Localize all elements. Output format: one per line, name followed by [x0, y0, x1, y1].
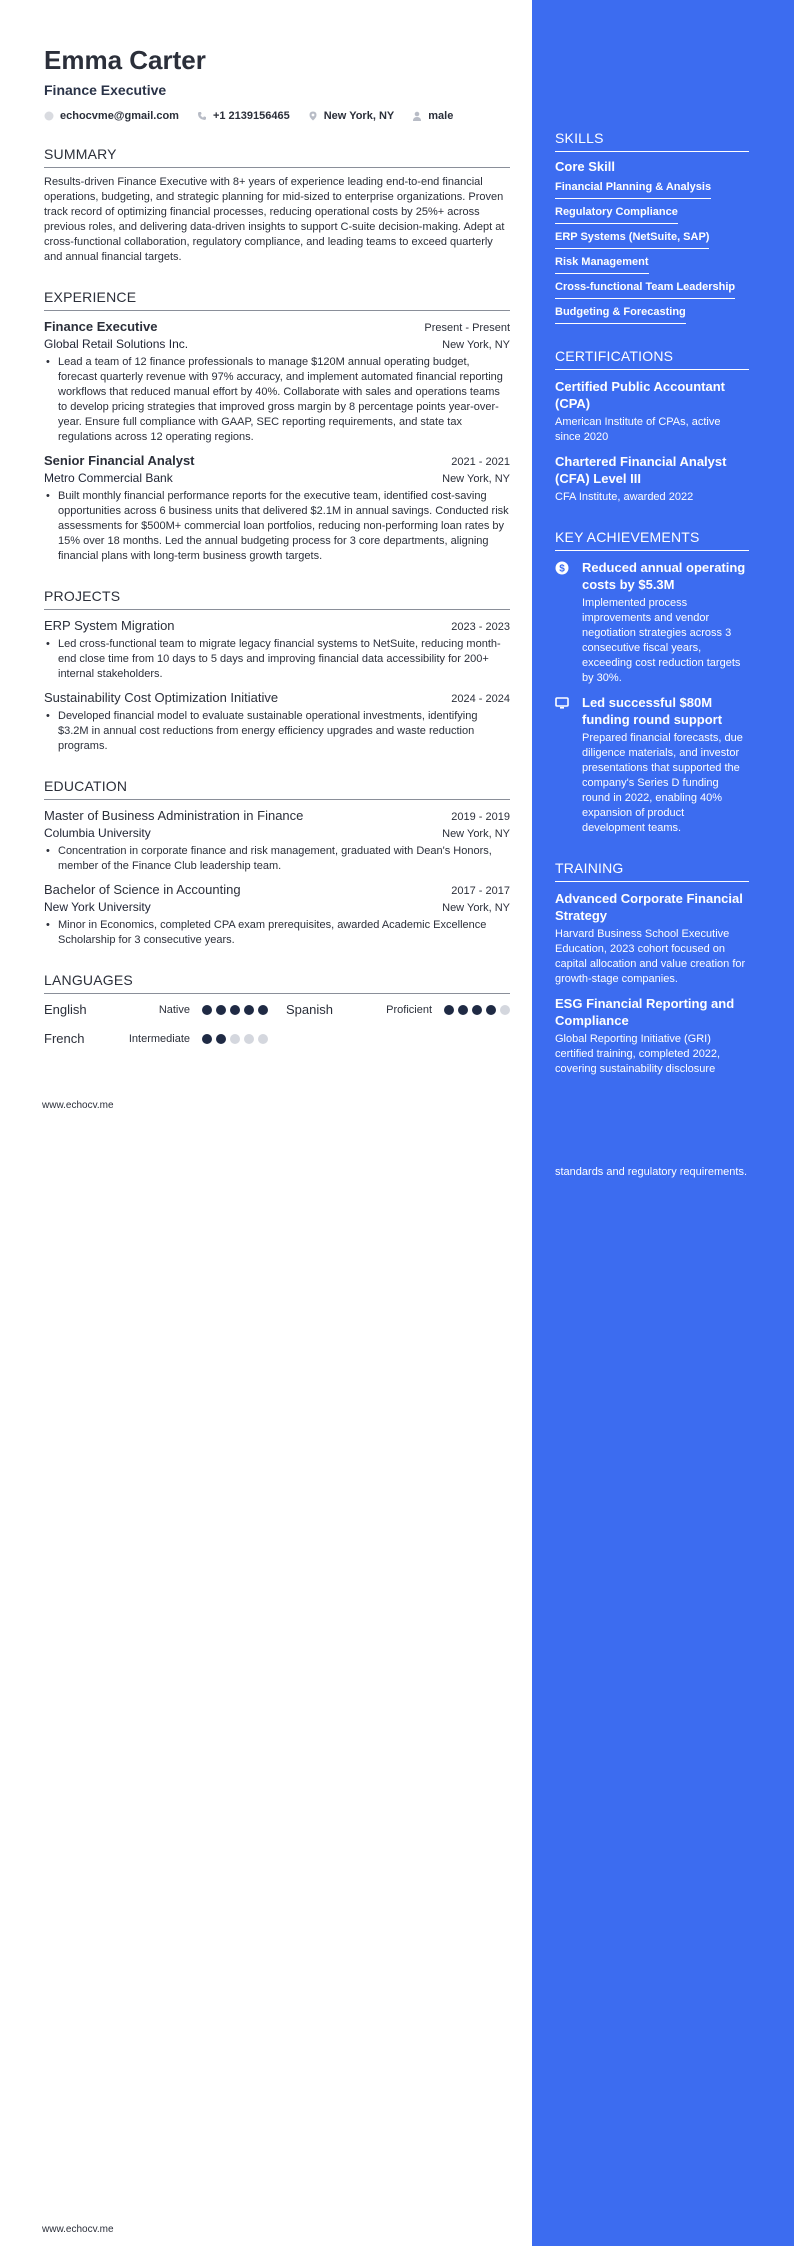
svg-text:$: $ [559, 563, 565, 575]
rating-dot-filled [486, 1005, 496, 1015]
rating-dot-filled [230, 1005, 240, 1015]
experience-company: Global Retail Solutions Inc. [44, 337, 189, 351]
certification-desc: CFA Institute, awarded 2022 [555, 491, 694, 503]
main-column [44, 44, 510, 1046]
contact-row [44, 110, 510, 122]
skill-item: Budgeting & Forecasting [555, 306, 686, 324]
experience-date: Present - Present [424, 322, 510, 334]
rating-dot-empty [244, 1034, 254, 1044]
certifications-heading: CERTIFICATIONS [555, 348, 749, 370]
education-school: Columbia University [44, 826, 151, 840]
training-desc: Harvard Business School Executive Education, 2023 cohort focused on capital allocation and value creation for growth-stage companies. [555, 928, 746, 985]
languages-list [44, 1002, 510, 1046]
language-level: Proficient [386, 1003, 432, 1016]
education-location: New York, NY [442, 902, 510, 914]
experience-bullet: • Lead a team of 12 finance professionals to manage $120M annual operating budget, forecast quarterly revenue with 97% accuracy, and implement automated financial reporting workflows that reduced manual effort by 40%. Collaborate with sales and operations teams to develop pricing strategies that improved gross margin by 8 percentage points year-over-year. Ensure full compliance with GAAP, SEC reporting requirements, and state tax regulations across 12 operating regions. [46, 356, 503, 443]
rating-dot-filled [216, 1005, 226, 1015]
language-name: French [44, 1031, 85, 1046]
contact-email[interactable] [44, 110, 179, 122]
phone-text: +1 2139156465 [212, 110, 290, 122]
experience-location: New York, NY [442, 473, 510, 485]
summary-text: Results-driven Finance Executive with 8+ years of experience leading end-to-end financial operations, budgeting, and strategic planning for mid-sized to enterprise organizations. Proven track record of optimizing financial processes, reducing operational costs by 25%+ across previous roles, and delivering data-driven insights to support C-suite decision-making. Adept at cross-functional collaboration, regulatory compliance, and leading teams to exceed quarterly and annual financial targets. [44, 176, 505, 263]
education-degree: Bachelor of Science in Accounting [44, 882, 241, 897]
training-heading: TRAINING [555, 860, 749, 882]
education-bullet: • Concentration in corporate finance and risk management, graduated with Dean's Honors, member of the Finance Club leadership team. [46, 845, 492, 872]
experience-title: Finance Executive [44, 319, 158, 334]
contact-phone[interactable] [197, 110, 290, 122]
language-item [44, 1002, 268, 1017]
experience-bullet: • Built monthly financial performance reports for the executive team, identified cost-saving opportunities across 6 business units that delivered $2.1M in annual savings. Conducted risk assessments for $500M+ commercial loan portfolios, reducing non-performing loan rates by 15% over 18 months. Led the annual budgeting process for 3 core departments, aligning financial plans with long-term business growth targets. [46, 490, 509, 562]
candidate-name: Emma Carter [44, 45, 206, 75]
education-entry [44, 808, 510, 874]
email-text: echocvme@gmail.com [60, 110, 179, 122]
certification-desc: American Institute of CPAs, active since 2020 [555, 416, 721, 443]
email-icon [44, 111, 54, 121]
achievement-item [555, 559, 749, 686]
education-date: 2017 - 2017 [451, 885, 510, 897]
monitor-icon [555, 696, 569, 710]
experience-title: Senior Financial Analyst [44, 453, 195, 468]
language-level: Intermediate [128, 1032, 190, 1045]
phone-icon [197, 111, 207, 121]
rating-dot-filled [216, 1034, 226, 1044]
project-title: Sustainability Cost Optimization Initiative [44, 690, 279, 705]
project-entry [44, 618, 510, 682]
rating-dot-filled [458, 1005, 468, 1015]
training-name: Advanced Corporate Financial Strategy [555, 891, 743, 923]
projects-heading: PROJECTS [44, 588, 510, 610]
education-heading: EDUCATION [44, 778, 510, 800]
training-desc: Global Reporting Initiative (GRI) certified training, completed 2022, covering sustainability disclosure [555, 1033, 721, 1075]
rating-dot-filled [472, 1005, 482, 1015]
language-name: Spanish [286, 1002, 333, 1017]
experience-heading: EXPERIENCE [44, 289, 510, 311]
skills-heading: SKILLS [555, 130, 749, 152]
project-bullet: • Led cross-functional team to migrate legacy financial systems to NetSuite, reducing month-end close time from 10 days to 5 days and improving financial data accessibility for 200+ internal stakeholders. [46, 638, 501, 680]
education-entry [44, 882, 510, 948]
achievements-heading: KEY ACHIEVEMENTS [555, 529, 749, 551]
achievement-desc: Implemented process improvements and vendor negotiation strategies across 3 consecutive fiscal years, exceeding cost reduction targets by 30%. [582, 597, 741, 684]
achievement-title: Led successful $80M funding round support [582, 695, 723, 727]
skills-group-label: Core Skill [555, 159, 615, 174]
skill-item: Regulatory Compliance [555, 206, 678, 224]
rating-dot-filled [244, 1005, 254, 1015]
training-desc-continuation: standards and regulatory requirements. [555, 1166, 747, 1178]
project-title: ERP System Migration [44, 618, 175, 633]
experience-location: New York, NY [442, 339, 510, 351]
achievement-title: Reduced annual operating costs by $5.3M [582, 560, 746, 592]
language-name: English [44, 1002, 87, 1017]
education-degree: Master of Business Administration in Finance [44, 808, 304, 823]
language-item [44, 1031, 268, 1046]
project-bullet: • Developed financial model to evaluate sustainable operational investments, identifying $3.2M in annual cost reductions from energy efficiency upgrades and waste reduction programs. [46, 710, 478, 752]
language-rating [198, 1034, 268, 1044]
project-date: 2024 - 2024 [451, 693, 510, 705]
education-date: 2019 - 2019 [451, 811, 510, 823]
certification-name: Chartered Financial Analyst (CFA) Level III [555, 454, 727, 486]
contact-location [308, 110, 395, 122]
contact-gender [412, 110, 453, 122]
language-rating [440, 1005, 510, 1015]
rating-dot-filled [444, 1005, 454, 1015]
skill-item: Risk Management [555, 256, 649, 274]
achievement-desc: Prepared financial forecasts, due diligence materials, and investor presentations that supported the company's Series D funding round in 2022, enabling 40% expansion of product development teams. [582, 732, 743, 834]
rating-dot-filled [202, 1005, 212, 1015]
experience-date: 2021 - 2021 [451, 456, 510, 468]
training-name: ESG Financial Reporting and Compliance [555, 996, 735, 1028]
language-rating [198, 1005, 268, 1015]
project-entry [44, 690, 510, 754]
languages-heading: LANGUAGES [44, 972, 510, 994]
job-title: Finance Executive [44, 82, 167, 98]
dollar-coin-icon [555, 561, 569, 575]
rating-dot-filled [258, 1005, 268, 1015]
skill-item: Financial Planning & Analysis [555, 181, 711, 199]
footer-link[interactable]: www.echocv.me [42, 2224, 114, 2235]
experience-company: Metro Commercial Bank [44, 471, 173, 485]
experience-entry [44, 319, 510, 445]
education-school: New York University [44, 900, 151, 914]
gender-text: male [428, 110, 454, 122]
language-level: Native [158, 1003, 190, 1016]
summary-heading: SUMMARY [44, 146, 510, 168]
footer-link[interactable]: www.echocv.me [42, 1100, 114, 1111]
rating-dot-empty [230, 1034, 240, 1044]
experience-entry [44, 453, 510, 564]
education-location: New York, NY [442, 828, 510, 840]
achievement-item [555, 694, 749, 836]
location-text: New York, NY [323, 110, 395, 122]
sidebar-column [555, 130, 749, 1077]
rating-dot-empty [500, 1005, 510, 1015]
skill-item: ERP Systems (NetSuite, SAP) [555, 231, 709, 249]
rating-dot-empty [258, 1034, 268, 1044]
rating-dot-filled [202, 1034, 212, 1044]
language-item [286, 1002, 510, 1017]
person-icon [412, 111, 422, 121]
education-bullet: • Minor in Economics, completed CPA exam prerequisites, awarded Academic Excellence Scholarship for 3 consecutive years. [46, 919, 487, 946]
project-date: 2023 - 2023 [451, 621, 510, 633]
location-pin-icon [308, 111, 318, 121]
certification-name: Certified Public Accountant (CPA) [555, 379, 725, 411]
skill-item: Cross-functional Team Leadership [555, 281, 735, 299]
